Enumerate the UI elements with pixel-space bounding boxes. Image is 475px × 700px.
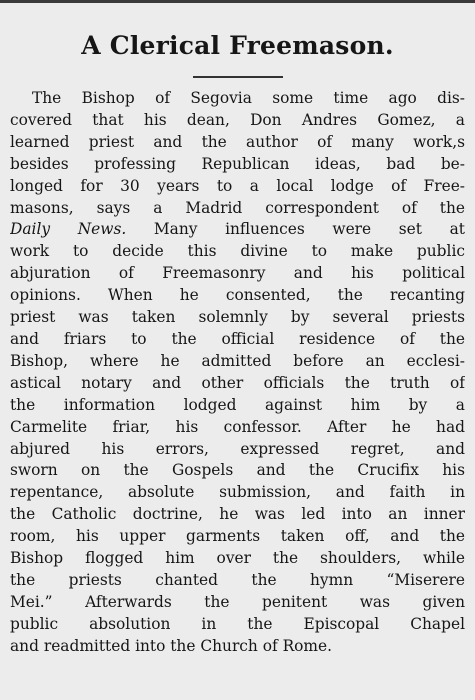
publication-name: Daily News. bbox=[10, 220, 127, 239]
article-line: astical notary and other officials the truth of bbox=[10, 373, 465, 392]
article-line: priest was taken solemnly by several priests bbox=[10, 308, 465, 327]
article-line: besides professing Republican ideas, bad be- bbox=[10, 154, 465, 173]
article-headline: A Clerical Freemason. bbox=[81, 31, 394, 60]
article-line: opinions. When he consented, the recanting bbox=[10, 286, 465, 305]
article-line: longed for 30 years to a local lodge of Free- bbox=[10, 176, 465, 195]
article-line: the priests chanted the hymn “Miserere bbox=[10, 570, 465, 589]
article-line: public absolution in the Episcopal Chapel bbox=[10, 614, 465, 633]
article-line: room, his upper garments taken off, and the bbox=[10, 527, 465, 546]
article-line: and friars to the official residence of the bbox=[10, 329, 465, 348]
article-line: work to decide this divine to make public bbox=[10, 242, 465, 261]
article-body bbox=[10, 88, 465, 658]
article-line: Mei.” Afterwards the penitent was given bbox=[10, 592, 465, 611]
top-border-rule bbox=[0, 0, 475, 3]
headline-divider bbox=[193, 76, 283, 78]
article-line: the Catholic doctrine, he was led into an inner bbox=[10, 505, 465, 524]
article-line: abjuration of Freemasonry and his political bbox=[10, 264, 465, 283]
article-line: masons, says a Madrid correspondent of the bbox=[10, 198, 465, 217]
article-line: Bishop flogged him over the shoulders, while bbox=[10, 549, 465, 568]
article-line: learned priest and the author of many work,s bbox=[10, 132, 465, 151]
article-line: repentance, absolute submission, and faith in bbox=[10, 483, 465, 502]
article-line: abjured his errors, expressed regret, and bbox=[10, 439, 465, 458]
article-line: the information lodged against him by a bbox=[10, 395, 465, 414]
article-line: covered that his dean, Don Andres Gomez, a bbox=[10, 110, 465, 129]
article-line-rest: Many influences were set at bbox=[126, 220, 465, 239]
article-line: Carmelite friar, his confessor. After he had bbox=[10, 417, 465, 436]
article-line-with-italic bbox=[10, 219, 465, 241]
article-line: The Bishop of Segovia some time ago dis- bbox=[32, 89, 465, 107]
article-line: Bishop, where he admitted before an ecclesi- bbox=[10, 351, 465, 370]
article-line: and readmitted into the Church of Rome. bbox=[10, 636, 333, 655]
article-line: sworn on the Gospels and the Crucifix his bbox=[10, 461, 465, 480]
